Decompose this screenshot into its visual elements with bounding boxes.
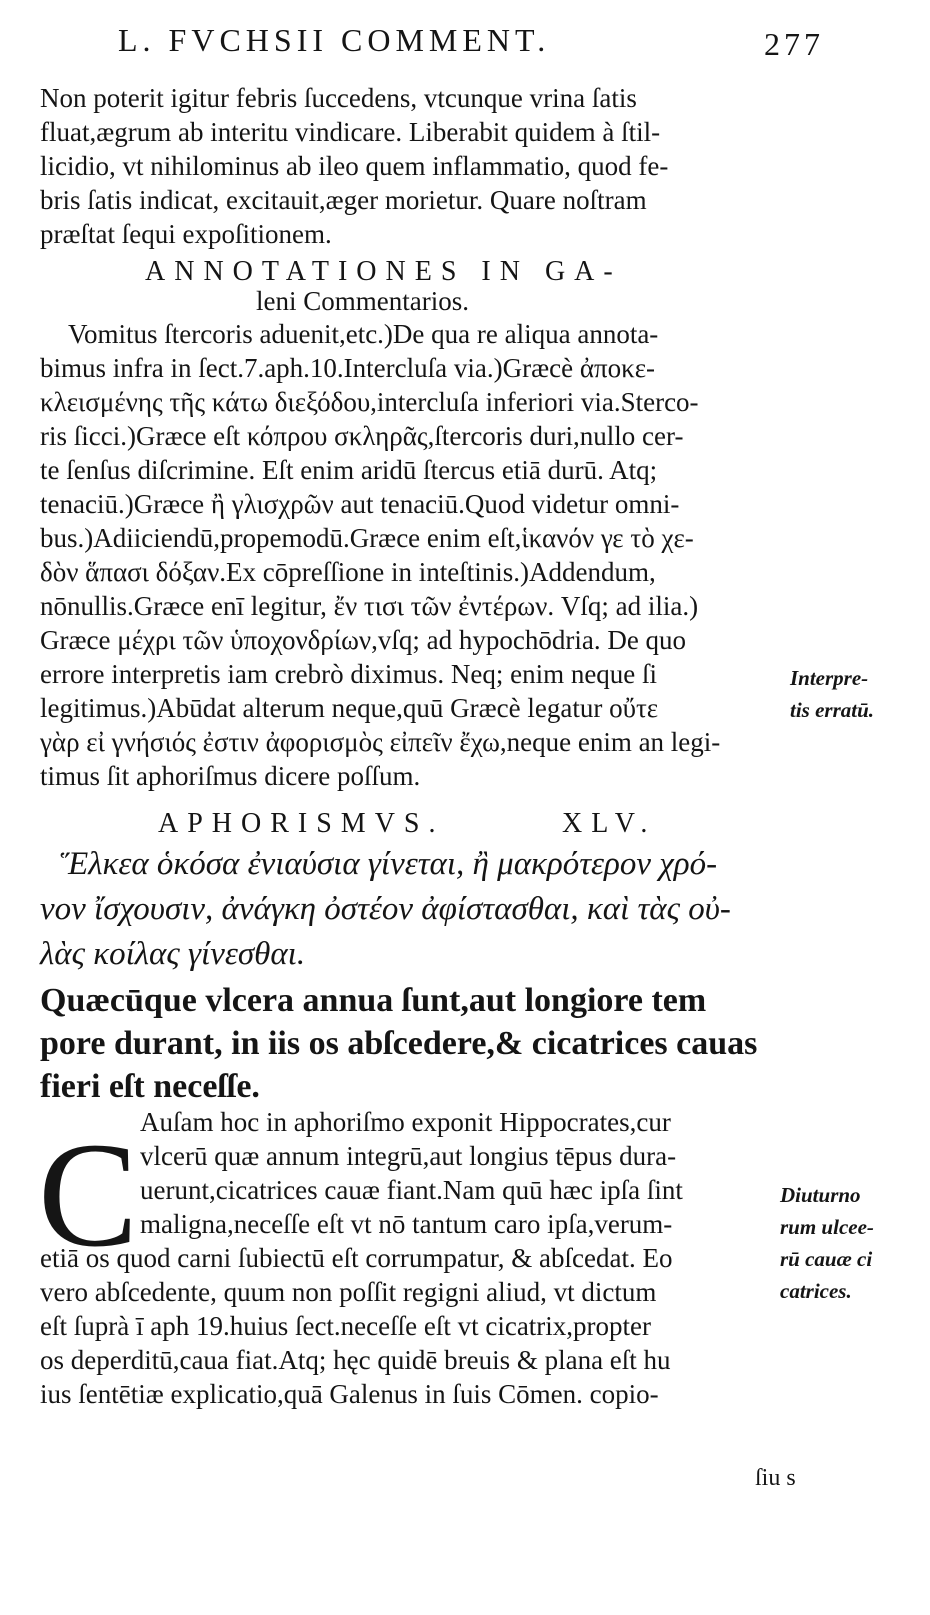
annotation-line: bimus infra in ſect.7.aph.10.Intercluſa via.)Græcè ἀποκε-: [40, 353, 656, 383]
annotation-line: legitimus.)Abūdat alterum neque,quū Græcè legatur οὔτε: [40, 693, 659, 723]
commentary-line: eſt ſuprà ī aph 19.huius ſect.neceſſe eſt vt cicatrix,propter: [40, 1311, 652, 1341]
catchword: ſiu s: [755, 1465, 796, 1491]
running-title: L. FVCHSII COMMENT.: [118, 22, 551, 58]
margin-note-line: catrices.: [780, 1279, 852, 1303]
margin-note-line: Diuturno: [780, 1183, 861, 1207]
annotation-line: tenaciū.)Græce ἢ γλισχρῶν aut tenaciū.Quod videtur omni-: [40, 489, 680, 519]
aphorism-heading: APHORISMVS.: [158, 808, 445, 839]
commentary-line: Auſam hoc in aphoriſmo exponit Hippocrates,cur: [140, 1107, 671, 1137]
annotation-line: Vomitus ſtercoris aduenit,etc.)De qua re aliqua annota-: [68, 319, 659, 349]
commentary-line: ius ſentētiæ explicatio,quā Galenus in ſuis Cōmen. copio-: [40, 1379, 659, 1409]
annotation-line: Græce μέχρι τῶν ὑποχονδρίων,vſq; ad hypochōdria. De quo: [40, 625, 687, 655]
margin-note-line: rum ulcee-: [780, 1215, 874, 1239]
text-line: præſtat ſequi expoſitionem.: [40, 219, 332, 249]
commentary-line: vero abſcedente, quum non poſſit regigni aliud, vt dictum: [40, 1277, 657, 1307]
annotation-line: nōnullis.Græce enī legitur, ἔν τισι τῶν ἐντέρων. Vſq; ad ilia.): [40, 591, 699, 621]
annotations-subheading: leni Commentarios.: [256, 286, 469, 316]
commentary-line: etiā os quod carni ſubiectū eſt corrumpatur, & abſcedat. Eo: [40, 1243, 673, 1273]
aphorism-number: XLV.: [562, 808, 657, 839]
annotation-line: timus ſit aphoriſmus dicere poſſum.: [40, 761, 421, 791]
text-line: fluat,ægrum ab interitu vindicare. Liberabit quidem à ſtil-: [40, 117, 661, 147]
commentary-line: maligna,neceſſe eſt vt nō tantum caro ipſa,verum-: [140, 1209, 673, 1239]
text-line: licidio, vt nihilominus ab ileo quem inflammatio, quod fe-: [40, 151, 669, 181]
drop-cap-initial: C: [38, 1112, 139, 1278]
margin-note-line: Interpre-: [790, 666, 869, 690]
text-line: Non poterit igitur febris ſuccedens, vtcunque vrina ſatis: [40, 83, 637, 113]
commentary-line: vlcerū quæ annum integrū,aut longius tēpus dura-: [140, 1141, 677, 1171]
text-line: bris ſatis indicat, excitauit,æger morietur. Quare noſtram: [40, 185, 647, 215]
annotation-line: te ſenſus diſcrimine. Eſt enim aridū ſtercus etiā durū. Atq;: [40, 455, 658, 485]
margin-note-line: rū cauæ ci: [780, 1247, 873, 1271]
margin-note-line: tis erratū.: [790, 698, 875, 722]
annotation-line: δὸν ἅπασι δόξαν.Ex cōpreſſione in inteſtinis.)Addendum,: [40, 557, 656, 587]
annotations-heading: ANNOTATIONES IN GA-: [145, 256, 622, 287]
annotation-line: ris ſicci.)Græce eſt κόπρου σκληρᾶς,ſtercoris duri,nullo cer-: [40, 421, 684, 451]
commentary-line: uerunt,cicatrices cauæ fiant.Nam quū hæc ipſa ſint: [140, 1175, 683, 1205]
page-number: 277: [764, 26, 824, 62]
latin-aphorism-line: Quæcūque vlcera annua ſunt,aut longiore tem: [40, 982, 707, 1019]
annotation-line: errore interpretis iam crebrò diximus. Neq; enim neque ſi: [40, 659, 658, 689]
annotation-line: κλεισμένης τῆς κάτω διεξόδου,intercluſa inferiori via.Sterco-: [40, 387, 699, 417]
greek-aphorism-line: Ἕλκεα ὁκόσα ἐνιαύσια γίνεται, ἢ μακρότερον χρό-: [60, 846, 718, 882]
latin-aphorism-line: fieri eſt neceſſe.: [40, 1068, 260, 1105]
annotation-line: γὰρ εἰ γνήσιός ἐστιν ἀφορισμὸς εἰπεῖν ἔχω,neque enim an legi-: [40, 727, 721, 757]
greek-aphorism-line: νον ἴσχουσιν, ἀνάγκη ὀστέον ἀφίστασθαι, καὶ τὰς οὐ-: [40, 891, 731, 927]
latin-aphorism-line: pore durant, in iis os abſcedere,& cicatrices cauas: [40, 1025, 758, 1062]
annotation-line: bus.)Adiiciendū,propemodū.Græce enim eſt,ἱκανόν γε τὸ χε-: [40, 523, 694, 553]
greek-aphorism-line: λὰς κοίλας γίνεσθαι.: [40, 936, 306, 972]
commentary-line: os deperditū,caua fiat.Atq; hęc quidē breuis & plana eſt hu: [40, 1345, 671, 1375]
